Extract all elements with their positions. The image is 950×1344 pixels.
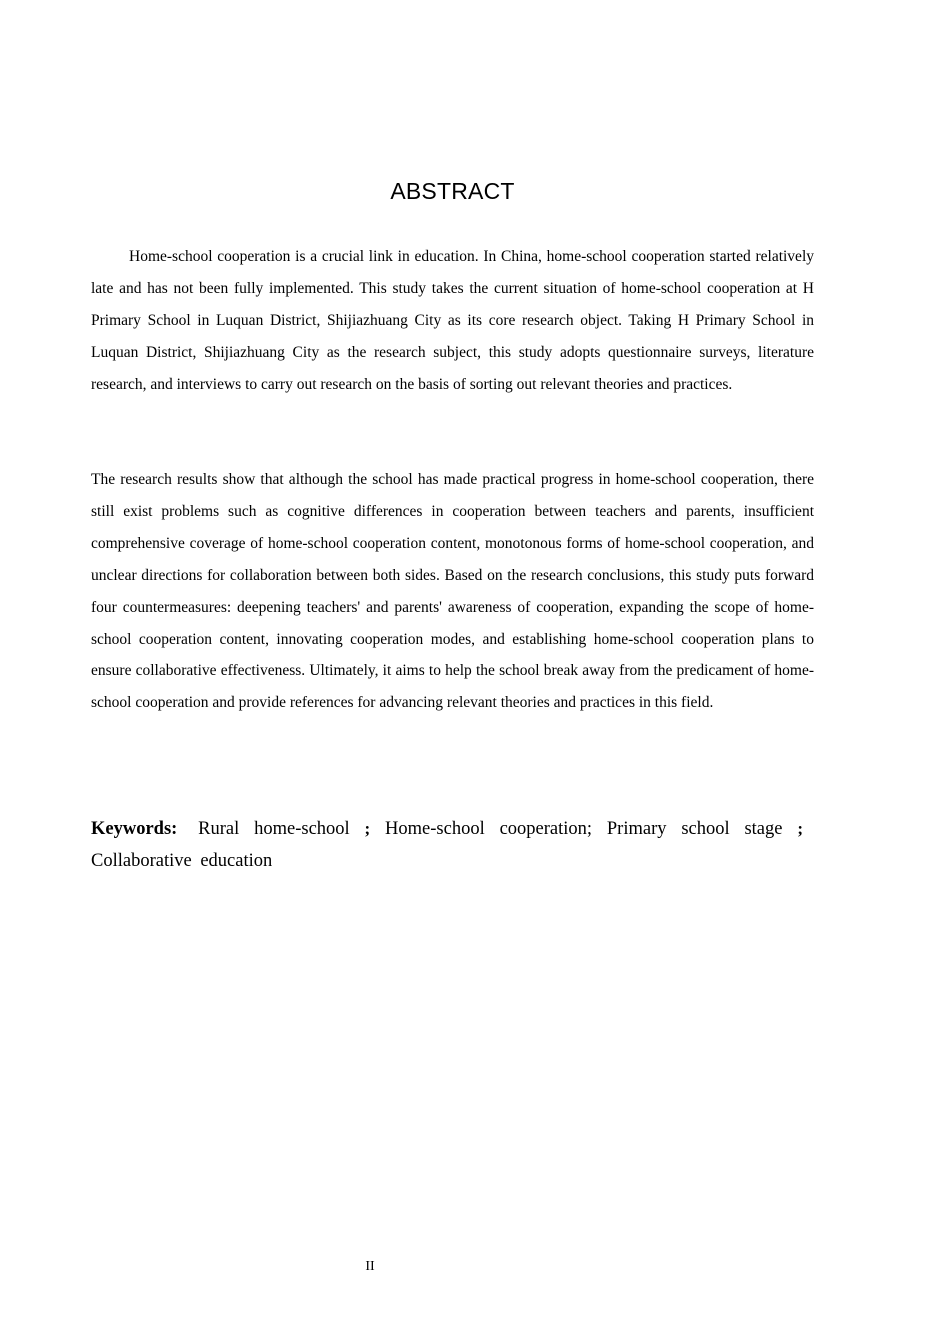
keywords-label: Keywords:	[91, 819, 178, 839]
abstract-title: ABSTRACT	[390, 178, 515, 204]
page-number: II	[365, 1259, 375, 1274]
keyword-4: Collaborative education	[91, 851, 273, 871]
keywords-line	[91, 813, 803, 877]
keyword-1: Rural home-school	[198, 819, 350, 839]
keyword-2: Home-school cooperation;	[385, 819, 593, 839]
keyword-separator-2: ;	[797, 819, 803, 838]
abstract-paragraph-2: The research results show that although the school has made practical progress in home-school cooperation, there still exist problems such as cognitive differences in cooperation between teachers and parents, insufficient comprehensive coverage of home-school cooperation content, monotonous forms of home-school cooperation, and unclear directions for collaboration between both sides. Based on the research conclusions, this study puts forward four countermeasures: deepening teachers' and parents' awareness of cooperation, expanding the scope of home-school cooperation content, innovating cooperation modes, and establishing home-school cooperation plans to ensure collaborative effectiveness. Ultimately, it aims to help the school break away from the predicament of home-school cooperation and provide references for advancing relevant theories and practices in this field.	[91, 471, 814, 712]
keyword-separator-1: ;	[364, 819, 371, 838]
keyword-3: Primary school stage	[606, 819, 783, 839]
abstract-paragraph-1: Home-school cooperation is a crucial link in education. In China, home-school cooperation started relatively late and has not been fully implemented. This study takes the current situation of home-school cooperation at H Primary School in Luquan District, Shijiazhuang City as its core research object. Taking H Primary School in Luquan District, Shijiazhuang City as the research subject, this study adopts questionnaire surveys, literature research, and interviews to carry out research on the basis of sorting out relevant theories and practices.	[91, 248, 814, 393]
